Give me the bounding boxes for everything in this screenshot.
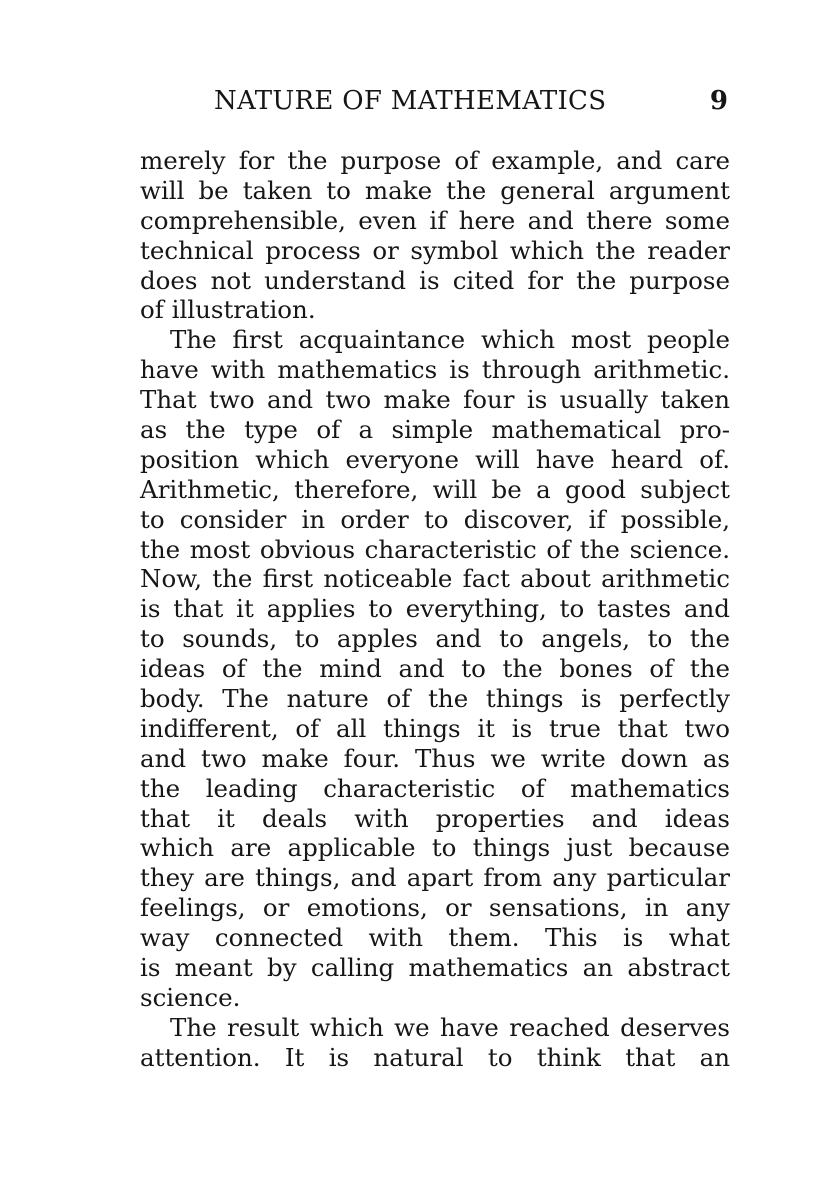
text-line: the leading characteristic of mathematics	[140, 773, 730, 803]
body-text	[140, 146, 730, 1073]
text-line: body. The nature of the things is perfectly	[140, 684, 730, 714]
text-line: to sounds, to apples and to angels, to the	[140, 624, 730, 654]
text-line: ideas of the mind and to the bones of the	[140, 654, 730, 684]
book-page	[140, 84, 730, 1073]
text-line: merely for the purpose of example, and care	[140, 146, 730, 175]
text-line: as the type of a simple mathematical pro-	[140, 415, 730, 445]
text-line: Now, the first noticeable fact about arithmetic	[140, 564, 730, 594]
text-line: way connected with them. This is what	[140, 923, 730, 953]
text-line: they are things, and apart from any particular	[140, 863, 730, 893]
text-line: indifferent, of all things it is true that two	[140, 713, 730, 743]
text-line: is meant by calling mathematics an abstract	[140, 953, 730, 983]
text-line: of illustration.	[140, 295, 316, 325]
text-line: will be taken to make the general argument	[140, 175, 730, 205]
running-head	[140, 84, 730, 128]
text-line: The first acquaintance which most people	[170, 325, 730, 355]
text-line: That two and two make four is usually taken	[140, 385, 730, 415]
text-line: is that it applies to everything, to tastes and	[140, 594, 730, 624]
text-line: position which everyone will have heard of.	[140, 444, 730, 474]
running-title: NATURE OF MATHEMATICS	[214, 86, 607, 116]
text-line: The result which we have reached deserves	[170, 1012, 730, 1042]
text-line: comprehensible, even if here and there some	[140, 205, 730, 235]
text-line: feelings, or emotions, or sensations, in any	[140, 893, 730, 923]
text-line: which are applicable to things just because	[140, 833, 730, 863]
text-line: attention. It is natural to think that an	[140, 1042, 730, 1072]
text-line: science.	[140, 982, 241, 1012]
text-line: does not understand is cited for the purpose	[140, 265, 730, 295]
text-line: have with mathematics is through arithmetic.	[140, 355, 730, 385]
text-line: and two make four. Thus we write down as	[140, 743, 730, 773]
text-line: Arithmetic, therefore, will be a good subject	[140, 474, 730, 504]
text-line: to consider in order to discover, if possible,	[140, 504, 730, 534]
text-line: the most obvious characteristic of the science.	[140, 534, 730, 564]
text-line: that it deals with properties and ideas	[140, 803, 730, 833]
page-number: 9	[709, 86, 728, 116]
text-line: technical process or symbol which the reader	[140, 235, 730, 265]
